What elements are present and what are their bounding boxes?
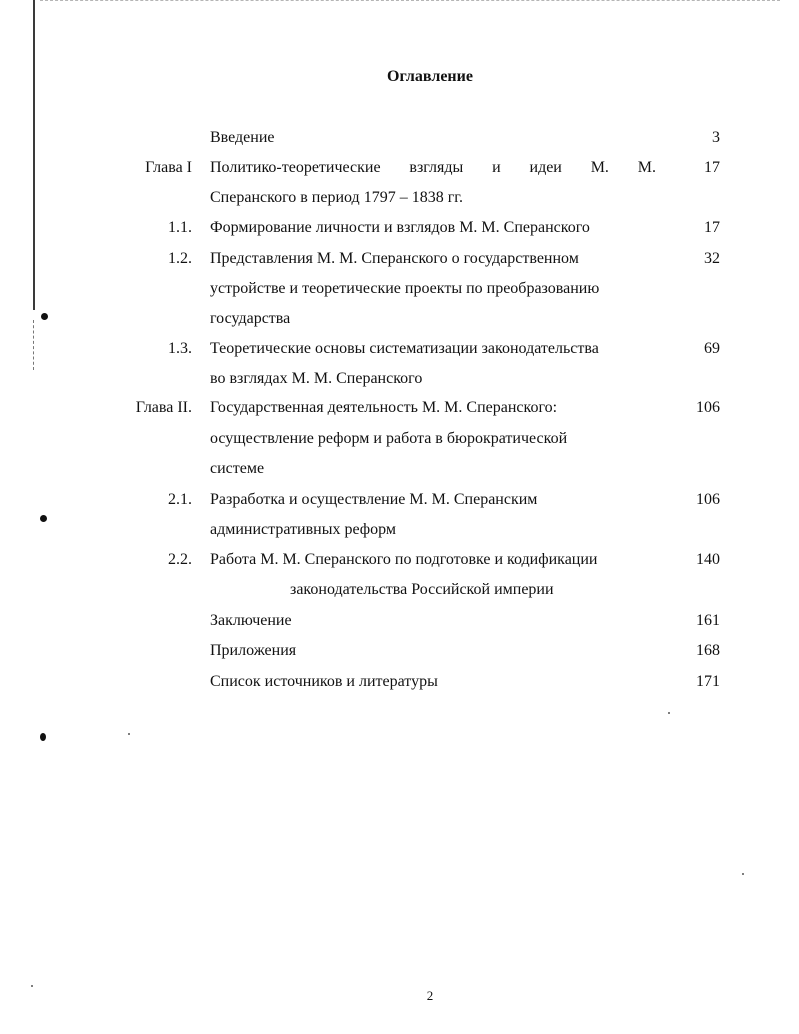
toc-entry-conclusion[interactable] <box>0 606 799 636</box>
toc-entry-text: системе <box>210 460 265 477</box>
toc-section-label: 1.2. <box>168 250 192 267</box>
toc-section-label: 2.2. <box>168 551 192 568</box>
toc-entry-text: во взглядах М. М. Сперанского <box>210 370 423 387</box>
toc-entry-section-2-2[interactable] <box>0 545 799 575</box>
toc-entry-section-1-3-cont <box>0 364 799 394</box>
toc-entry-text: Сперанского в период 1797 – 1838 гг. <box>210 189 464 206</box>
toc-entry-chapter-2-cont <box>0 454 799 484</box>
toc-chapter-label: Глава II. <box>135 399 192 416</box>
scan-top-dash <box>40 0 780 1</box>
toc-entry-section-2-2-cont <box>0 575 799 605</box>
toc-page-number: 140 <box>696 551 720 568</box>
toc-entry-section-1-2-cont <box>0 304 799 334</box>
toc-section-label: 2.1. <box>168 491 192 508</box>
toc-page-number: 106 <box>696 491 720 508</box>
toc-section-label: 1.3. <box>168 340 192 357</box>
toc-entry-text: Заключение <box>210 612 292 629</box>
toc-entry-text: Формирование личности и взглядов М. М. Сперанского <box>210 219 590 236</box>
toc-entry-text: Политико-теоретические взгляды и идеи М. М. <box>210 159 656 176</box>
toc-page-number: 168 <box>696 642 720 659</box>
toc-entry-chapter-2[interactable] <box>0 393 799 423</box>
scan-speck <box>742 873 744 875</box>
scan-speck <box>31 985 33 987</box>
toc-entry-text: устройстве и теоретические проекты по преобразованию <box>210 280 600 297</box>
toc-entry-text: Представления М. М. Сперанского о государственном <box>210 250 579 267</box>
toc-entry-section-1-1[interactable] <box>0 213 799 243</box>
toc-page-number: 17 <box>704 159 720 176</box>
toc-entry-text: Теоретические основы систематизации законодательства <box>210 340 599 357</box>
toc-page-number: 106 <box>696 399 720 416</box>
toc-entry-section-2-1[interactable] <box>0 485 799 515</box>
binding-hole-mark <box>40 733 46 741</box>
toc-section-label: 1.1. <box>168 219 192 236</box>
toc-entry-text: Работа М. М. Сперанского по подготовке и кодификации <box>210 551 598 568</box>
toc-entry-text: законодательства Российской империи <box>290 581 554 598</box>
toc-entry-intro[interactable] <box>0 123 799 153</box>
page-title: Оглавление <box>387 68 473 85</box>
toc-entry-text: Государственная деятельность М. М. Сперанского: <box>210 399 558 416</box>
scan-speck <box>128 733 130 735</box>
toc-entry-text: осуществление реформ и работа в бюрократической <box>210 430 568 447</box>
toc-page-number: 32 <box>704 250 720 267</box>
toc-page-number: 17 <box>704 219 720 236</box>
toc-entry-text: Приложения <box>210 642 297 659</box>
toc-chapter-label: Глава I <box>145 159 192 176</box>
toc-entry-text: Список источников и литературы <box>210 673 438 690</box>
toc-entry-chapter-2-cont <box>0 424 799 454</box>
toc-entry-section-1-3[interactable] <box>0 334 799 364</box>
toc-entry-text: Введение <box>210 129 275 146</box>
page-number: 2 <box>426 988 434 1003</box>
toc-entry-text: административных реформ <box>210 521 396 538</box>
scan-speck <box>668 712 670 714</box>
toc-entry-section-2-1-cont <box>0 515 799 545</box>
toc-page-number: 69 <box>704 340 720 357</box>
toc-entry-chapter-1[interactable] <box>0 153 799 183</box>
toc-entry-section-1-2-cont <box>0 274 799 304</box>
toc-entry-appendix[interactable] <box>0 636 799 666</box>
toc-page-number: 3 <box>712 129 720 146</box>
toc-entry-text: Разработка и осуществление М. М. Сперанским <box>210 491 538 508</box>
toc-entry-chapter-1-cont <box>0 183 799 213</box>
toc-entry-sources[interactable] <box>0 667 799 697</box>
toc-page-number: 161 <box>696 612 720 629</box>
toc-page-number: 171 <box>696 673 720 690</box>
toc-entry-section-1-2[interactable] <box>0 244 799 274</box>
toc-entry-text: государства <box>210 310 291 327</box>
